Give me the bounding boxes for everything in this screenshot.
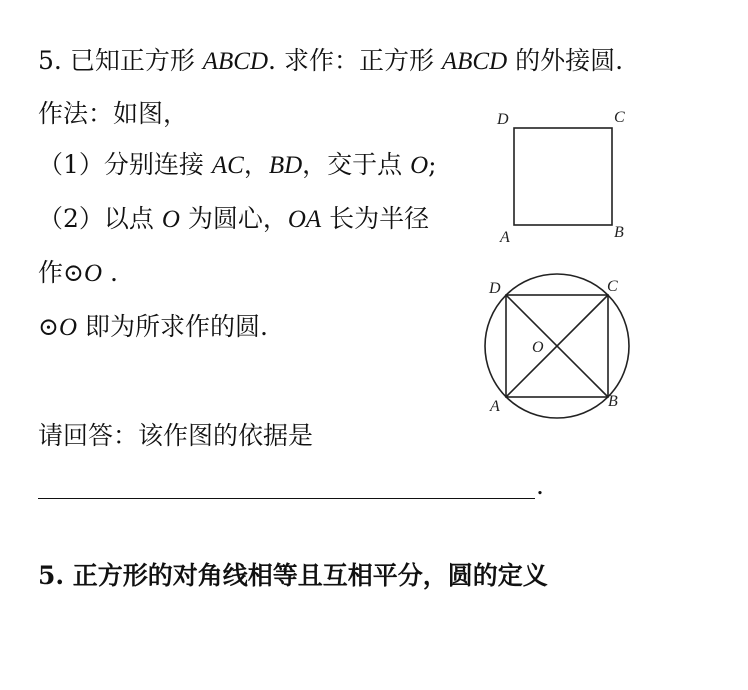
- label-b: B: [608, 393, 618, 410]
- step-text: 作⊙: [38, 258, 84, 287]
- math-var: O: [58, 314, 78, 341]
- label-d: D: [489, 280, 501, 297]
- label-o: O: [532, 339, 544, 356]
- problem-text: 已知正方形: [69, 46, 203, 75]
- label-c: C: [614, 109, 625, 126]
- conclusion-text: ⊙: [38, 312, 59, 341]
- math-var: OA: [287, 206, 322, 233]
- answer-text: 5. 正方形的对角线相等且互相平分，圆的定义: [38, 561, 548, 590]
- math-var: O: [83, 260, 103, 287]
- question-prompt: 请回答：该作图的依据是: [38, 421, 314, 450]
- math-var: ABCD: [202, 48, 269, 75]
- label-d: D: [497, 111, 509, 128]
- label-a: A: [500, 229, 510, 246]
- problem-text: 的外接圆.: [507, 46, 624, 75]
- step-text: .: [102, 258, 118, 287]
- method-heading: 作法：如图，: [38, 99, 189, 128]
- math-var: ABCD: [441, 48, 508, 75]
- blank-period: .: [536, 471, 544, 500]
- figure-circumcircle: [485, 274, 629, 418]
- math-var: O: [161, 206, 180, 233]
- step-text: 长为半径: [321, 204, 430, 233]
- square-abcd: [514, 128, 612, 225]
- math-var: AC: [211, 152, 244, 179]
- label-a: A: [490, 398, 500, 415]
- math-var: O: [410, 152, 429, 179]
- label-b: B: [614, 224, 624, 241]
- problem-text: . 求作：正方形: [268, 46, 442, 75]
- step-text: ，: [243, 150, 269, 179]
- conclusion-text: 即为所求作的圆.: [77, 312, 268, 341]
- step-text: （2）以点: [38, 204, 162, 233]
- step-text: （1）分别连接: [38, 150, 212, 179]
- problem-number: 5.: [38, 46, 70, 75]
- figure-square: [496, 109, 625, 246]
- math-var: BD: [268, 152, 303, 179]
- label-c: C: [607, 278, 618, 295]
- step-text: 为圆心，: [179, 204, 288, 233]
- step-text: ;: [428, 150, 437, 179]
- step-text: ，交于点: [302, 150, 411, 179]
